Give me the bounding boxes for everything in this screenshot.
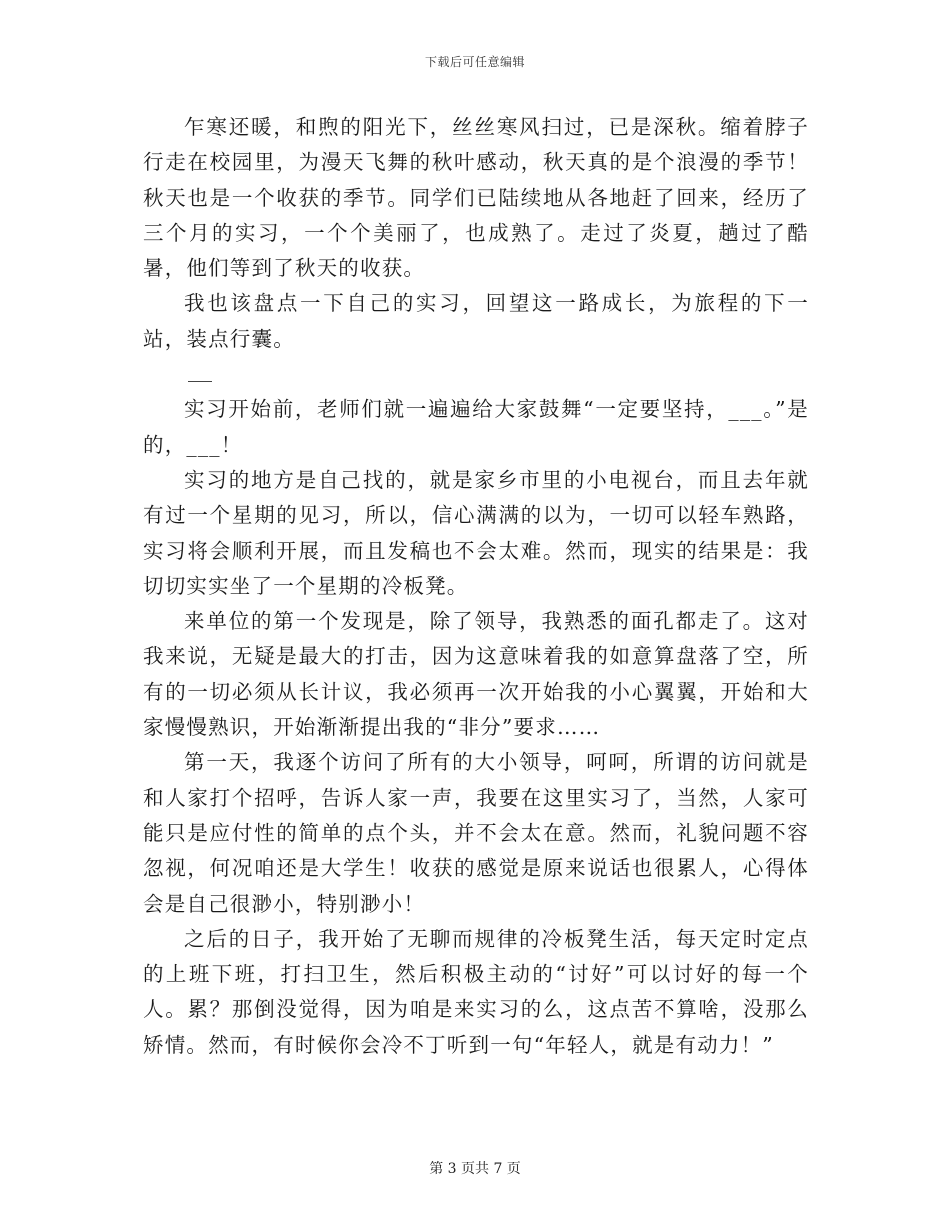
paragraph: 来单位的第一个发现是，除了领导，我熟悉的面孔都走了。这对我来说，无疑是最大的打击，因为这意味着我的如意算盘落了空，所有的一切必须从长计议，我必须再一次开始我的小心翼翼，开始和大家慢慢熟识，开始渐渐提出我的“非分”要求…… [143,609,809,740]
page-header: 下载后可任意编辑 [424,55,525,69]
document-body [143,110,809,1063]
paragraph: 实习开始前，老师们就一遍遍给大家鼓舞“一定要坚持，___。”是的，___！ [143,397,809,457]
paragraph: 我也该盘点一下自己的实习，回望这一路成长，为旅程的下一站，装点行囊。 [143,291,809,351]
paragraph: 乍寒还暖，和煦的阳光下，丝丝寒风扫过，已是深秋。缩着脖子行走在校园里，为漫天飞舞的秋叶感动，秋天真的是个浪漫的季节！秋天也是一个收获的季节。同学们已陆续地从各地赶了回来，经历了三个月的实习，一个个美丽了，也成熟了。走过了炎夏，趟过了酷暑，他们等到了秋天的收获。 [143,115,809,281]
blank-underline [143,357,809,392]
paragraph: 实习的地方是自己找的，就是家乡市里的小电视台，而且去年就有过一个星期的见习，所以，信心满满的以为，一切可以轻车熟路，实习将会顺利开展，而且发稿也不会太难。然而，现实的结果是：我切切实实坐了一个星期的冷板凳。 [143,467,809,598]
paragraph: 第一天，我逐个访问了所有的大小领导，呵呵，所谓的访问就是和人家打个招呼，告诉人家一声，我要在这里实习了，当然，人家可能只是应付性的简单的点个头，并不会太在意。然而，礼貌问题不容忽视，何况咱还是大学生！收获的感觉是原来说话也很累人，心得体会是自己很渺小，特别渺小！ [143,750,809,916]
paragraph: 之后的日子，我开始了无聊而规律的冷板凳生活，每天定时定点的上班下班，打扫卫生，然后积极主动的“讨好”可以讨好的每一个人。累？那倒没觉得，因为咱是来实习的么，这点苦不算啥，没那么矫情。然而，有时候你会冷不丁听到一句“年轻人，就是有动力！” [143,926,809,1057]
page-number-footer: 第 3 页共 7 页 [429,1161,521,1177]
